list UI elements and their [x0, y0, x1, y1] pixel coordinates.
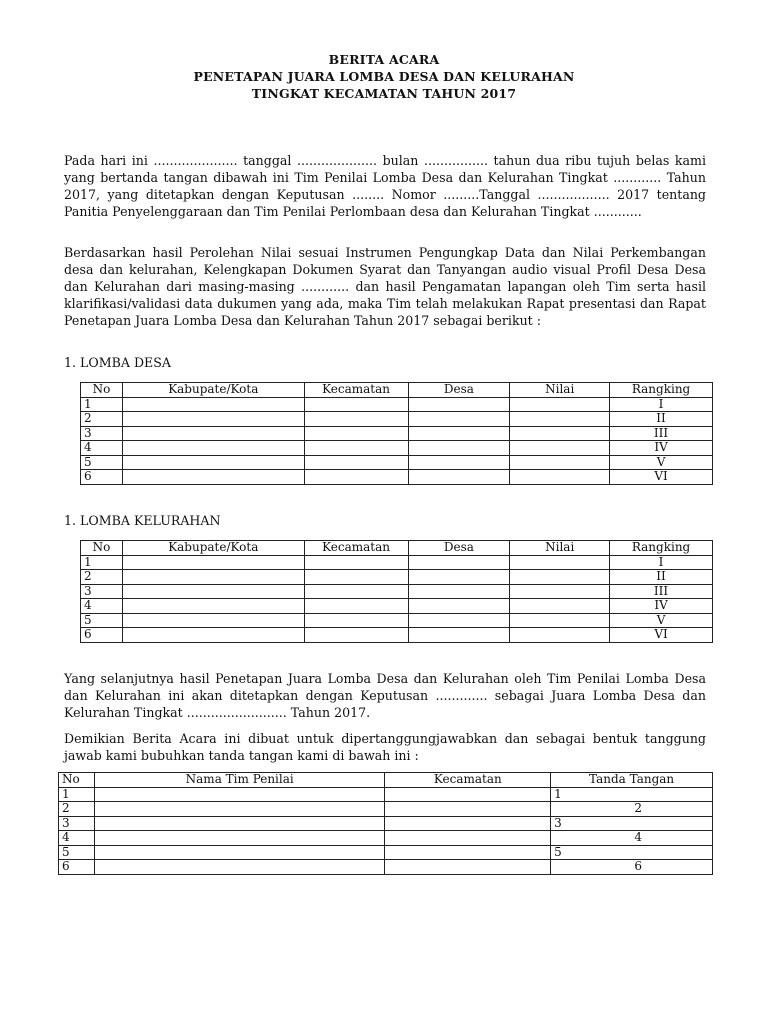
cell [408, 584, 510, 599]
row-no: 5 [81, 613, 123, 628]
doc-subtitle-2: TINGKAT KECAMATAN TAHUN 2017 [251, 86, 517, 101]
col-header-no: No [81, 383, 123, 398]
row-no: 3 [81, 584, 123, 599]
paragraph-followup: Yang selanjutnya hasil Penetapan Juara Lomba Desa dan Kelurahan oleh Tim Penilai Lomba Desa dan Kelurahan ini akan ditetapkan dengan Keputusan ............. sebagai Juara Lomba Desa dan Kelurahan Tingkat ......................... Tahun 2017. [64, 671, 706, 720]
row-rank: VI [610, 628, 713, 643]
doc-title: BERITA ACARA [328, 52, 440, 67]
cell [94, 860, 384, 875]
signature-slot[interactable]: 3 [551, 816, 713, 831]
table-row [81, 584, 713, 599]
cell [122, 426, 304, 441]
signature-slot[interactable]: 2 [551, 802, 713, 817]
cell [304, 426, 408, 441]
cell [510, 570, 610, 585]
cell [510, 455, 610, 470]
row-no: 2 [59, 802, 95, 817]
col-header-desa: Desa [408, 383, 510, 398]
cell [408, 570, 510, 585]
doc-subtitle: PENETAPAN JUARA LOMBA DESA DAN KELURAHAN [193, 69, 575, 84]
row-rank: VI [610, 470, 713, 485]
row-no: 4 [81, 599, 123, 614]
table-header-row [59, 773, 713, 788]
row-rank: II [610, 412, 713, 427]
cell [94, 845, 384, 860]
col-header-kecamatan: Kecamatan [304, 541, 408, 556]
cell [510, 470, 610, 485]
row-rank: V [610, 613, 713, 628]
signature-slot[interactable]: 5 [551, 845, 713, 860]
signature-slot[interactable]: 1 [551, 787, 713, 802]
cell [385, 816, 551, 831]
table-row [59, 787, 713, 802]
cell [510, 584, 610, 599]
table-row [59, 831, 713, 846]
cell [122, 570, 304, 585]
row-no: 5 [59, 845, 95, 860]
table-row [81, 455, 713, 470]
row-no: 6 [81, 628, 123, 643]
row-no: 4 [59, 831, 95, 846]
table-row [59, 860, 713, 875]
table-row [81, 570, 713, 585]
cell [304, 628, 408, 643]
table-row [59, 816, 713, 831]
table-header-row [81, 383, 713, 398]
cell [408, 397, 510, 412]
row-no: 6 [81, 470, 123, 485]
cell [122, 628, 304, 643]
cell [510, 599, 610, 614]
cell [94, 802, 384, 817]
signature-slot[interactable]: 6 [551, 860, 713, 875]
row-rank: IV [610, 441, 713, 456]
cell [304, 455, 408, 470]
cell [122, 613, 304, 628]
cell [94, 816, 384, 831]
cell [408, 441, 510, 456]
cell [385, 860, 551, 875]
row-rank: IV [610, 599, 713, 614]
cell [304, 555, 408, 570]
cell [122, 584, 304, 599]
col-header-kabupaten: Kabupate/Kota [122, 383, 304, 398]
col-header-nama-tim: Nama Tim Penilai [94, 773, 384, 788]
cell [122, 555, 304, 570]
col-header-rangking: Rangking [610, 541, 713, 556]
cell [408, 426, 510, 441]
table-row [59, 845, 713, 860]
table-header-row [81, 541, 713, 556]
cell [385, 802, 551, 817]
cell [304, 412, 408, 427]
cell [510, 555, 610, 570]
row-rank: I [610, 397, 713, 412]
table-row [81, 412, 713, 427]
cell [385, 787, 551, 802]
table-tanda-tangan [58, 772, 713, 875]
col-header-tanda-tangan: Tanda Tangan [551, 773, 713, 788]
cell [408, 599, 510, 614]
cell [122, 397, 304, 412]
section-heading-desa: 1. LOMBA DESA [64, 355, 171, 370]
cell [122, 455, 304, 470]
row-rank: I [610, 555, 713, 570]
cell [122, 441, 304, 456]
col-header-kabupaten: Kabupate/Kota [122, 541, 304, 556]
col-header-no: No [59, 773, 95, 788]
cell [122, 412, 304, 427]
cell [510, 412, 610, 427]
cell [385, 845, 551, 860]
paragraph-closing: Demikian Berita Acara ini dibuat untuk dipertanggungjawabkan dan sebagai bentuk tanggung jawab kami bubuhkan tanda tangan kami di bawah ini : [64, 731, 706, 763]
table-row [81, 599, 713, 614]
cell [304, 470, 408, 485]
col-header-desa: Desa [408, 541, 510, 556]
cell [408, 470, 510, 485]
cell [510, 628, 610, 643]
table-row [81, 426, 713, 441]
cell [94, 787, 384, 802]
section-heading-kelurahan: 1. LOMBA KELURAHAN [64, 513, 221, 528]
cell [94, 831, 384, 846]
cell [304, 584, 408, 599]
table-row [81, 613, 713, 628]
cell [385, 831, 551, 846]
table-row [81, 470, 713, 485]
row-no: 3 [81, 426, 123, 441]
col-header-nilai: Nilai [510, 383, 610, 398]
col-header-kecamatan: Kecamatan [385, 773, 551, 788]
table-row [59, 802, 713, 817]
cell [510, 426, 610, 441]
paragraph-basis: Berdasarkan hasil Perolehan Nilai sesuai Instrumen Pengungkap Data dan Nilai Perkembangan desa dan kelurahan, Kelengkapan Dokumen Syarat dan Tanyangan audio visual Profil Desa Desa dan Kelurahan dari masing-masing ............ dan hasil Pengamatan lapangan oleh Tim serta hasil klarifikasi/validasi data dukumen yang ada, maka Tim telah melakukan Rapat presentasi dan Rapat Penetapan Juara Lomba Desa dan Kelurahan Tahun 2017 sebagai berikut : [64, 245, 706, 328]
cell [408, 412, 510, 427]
table-lomba-desa [80, 382, 713, 485]
col-header-rangking: Rangking [610, 383, 713, 398]
row-no: 3 [59, 816, 95, 831]
row-no: 1 [59, 787, 95, 802]
cell [122, 599, 304, 614]
row-no: 1 [81, 555, 123, 570]
col-header-no: No [81, 541, 123, 556]
row-no: 5 [81, 455, 123, 470]
cell [304, 441, 408, 456]
row-rank: III [610, 426, 713, 441]
row-no: 4 [81, 441, 123, 456]
cell [510, 397, 610, 412]
row-no: 6 [59, 860, 95, 875]
row-no: 1 [81, 397, 123, 412]
cell [408, 455, 510, 470]
cell [304, 570, 408, 585]
cell [304, 613, 408, 628]
paragraph-opening: Pada hari ini ..................... tanggal .................... bulan ................ tahun dua ribu tujuh belas kami yang bertanda tangan dibawah ini Tim Penilai Lomba Desa dan Kelurahan Tingkat ............ Tahun 2017, yang ditetapkan dengan Keputusan ........ Nomor .........Tanggal .................. 2017 tentang Panitia Penyelenggaraan dan Tim Penilai Perlombaan desa dan Kelurahan Tingkat ............ [64, 153, 706, 219]
cell [408, 555, 510, 570]
cell [510, 613, 610, 628]
table-row [81, 628, 713, 643]
row-no: 2 [81, 570, 123, 585]
cell [510, 441, 610, 456]
table-lomba-kelurahan [80, 540, 713, 643]
col-header-kecamatan: Kecamatan [304, 383, 408, 398]
cell [304, 599, 408, 614]
signature-slot[interactable]: 4 [551, 831, 713, 846]
table-row [81, 441, 713, 456]
cell [122, 470, 304, 485]
table-row [81, 397, 713, 412]
row-no: 2 [81, 412, 123, 427]
row-rank: III [610, 584, 713, 599]
cell [304, 397, 408, 412]
row-rank: II [610, 570, 713, 585]
row-rank: V [610, 455, 713, 470]
table-row [81, 555, 713, 570]
cell [408, 628, 510, 643]
cell [408, 613, 510, 628]
col-header-nilai: Nilai [510, 541, 610, 556]
